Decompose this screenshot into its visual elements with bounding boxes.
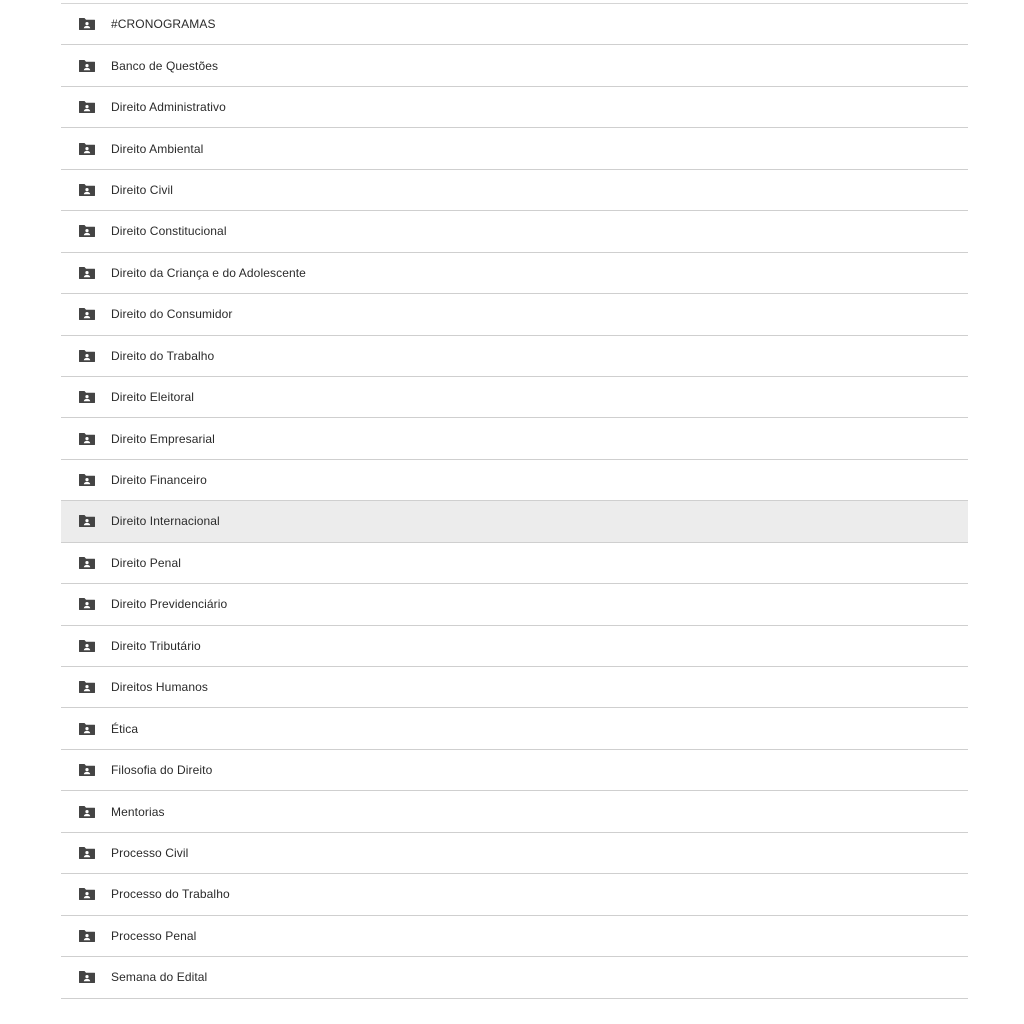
shared-folder-icon (78, 142, 96, 156)
shared-folder-icon (78, 432, 96, 446)
folder-row[interactable] (61, 957, 968, 998)
folder-name: Ética (111, 721, 139, 736)
folder-row[interactable] (61, 377, 968, 418)
folder-name: Direito do Trabalho (111, 348, 215, 363)
shared-folder-icon (78, 887, 96, 901)
folder-name: Filosofia do Direito (111, 763, 213, 778)
folder-row[interactable] (61, 833, 968, 874)
folder-name: Direito da Criança e do Adolescente (111, 265, 306, 280)
shared-folder-icon (78, 266, 96, 280)
folder-name: Direito Civil (111, 182, 173, 197)
folder-row[interactable] (61, 626, 968, 667)
shared-folder-icon (78, 307, 96, 321)
folder-row[interactable] (61, 791, 968, 832)
folder-row[interactable] (61, 87, 968, 128)
shared-folder-icon (78, 722, 96, 736)
folder-name: Direito Eleitoral (111, 390, 195, 405)
folder-row[interactable] (61, 128, 968, 169)
shared-folder-icon (78, 846, 96, 860)
folder-row[interactable] (61, 916, 968, 957)
folder-row[interactable] (61, 501, 968, 542)
folder-name: #CRONOGRAMAS (111, 17, 216, 32)
shared-folder-icon (78, 390, 96, 404)
folder-row[interactable] (61, 294, 968, 335)
folder-name: Direito Previdenciário (111, 597, 228, 612)
folder-row[interactable] (61, 750, 968, 791)
folder-name: Direitos Humanos (111, 680, 208, 695)
folder-row[interactable] (61, 4, 968, 45)
folder-row[interactable] (61, 460, 968, 501)
folder-row[interactable] (61, 253, 968, 294)
folder-row[interactable] (61, 336, 968, 377)
shared-folder-icon (78, 597, 96, 611)
folder-name: Processo Civil (111, 845, 189, 860)
shared-folder-icon (78, 17, 96, 31)
folder-row[interactable] (61, 584, 968, 625)
shared-folder-icon (78, 805, 96, 819)
folder-name: Direito Penal (111, 555, 182, 570)
folder-name: Direito Ambiental (111, 141, 204, 156)
shared-folder-icon (78, 680, 96, 694)
folder-row[interactable] (61, 708, 968, 749)
folder-name: Direito Internacional (111, 514, 220, 529)
folder-name: Direito Financeiro (111, 473, 207, 488)
folder-name: Direito Constitucional (111, 224, 227, 239)
folder-name: Direito Tributário (111, 638, 201, 653)
folder-name: Processo Penal (111, 928, 197, 943)
shared-folder-icon (78, 473, 96, 487)
shared-folder-icon (78, 59, 96, 73)
folder-row[interactable] (61, 170, 968, 211)
folder-name: Direito Administrativo (111, 100, 226, 115)
folder-row[interactable] (61, 667, 968, 708)
folder-name: Semana do Edital (111, 970, 208, 985)
shared-folder-icon (78, 639, 96, 653)
shared-folder-icon (78, 100, 96, 114)
shared-folder-icon (78, 556, 96, 570)
folder-row[interactable] (61, 211, 968, 252)
folder-row[interactable] (61, 874, 968, 915)
folder-name: Direito Empresarial (111, 431, 215, 446)
shared-folder-icon (78, 349, 96, 363)
shared-folder-icon (78, 224, 96, 238)
shared-folder-icon (78, 763, 96, 777)
shared-folder-icon (78, 929, 96, 943)
shared-folder-icon (78, 970, 96, 984)
folder-row[interactable] (61, 418, 968, 459)
folder-list (61, 3, 968, 999)
folder-name: Banco de Questões (111, 58, 219, 73)
folder-name: Processo do Trabalho (111, 887, 230, 902)
shared-folder-icon (78, 183, 96, 197)
shared-folder-icon (78, 514, 96, 528)
folder-name: Direito do Consumidor (111, 307, 233, 322)
folder-name: Mentorias (111, 804, 165, 819)
folder-row[interactable] (61, 45, 968, 86)
folder-row[interactable] (61, 543, 968, 584)
